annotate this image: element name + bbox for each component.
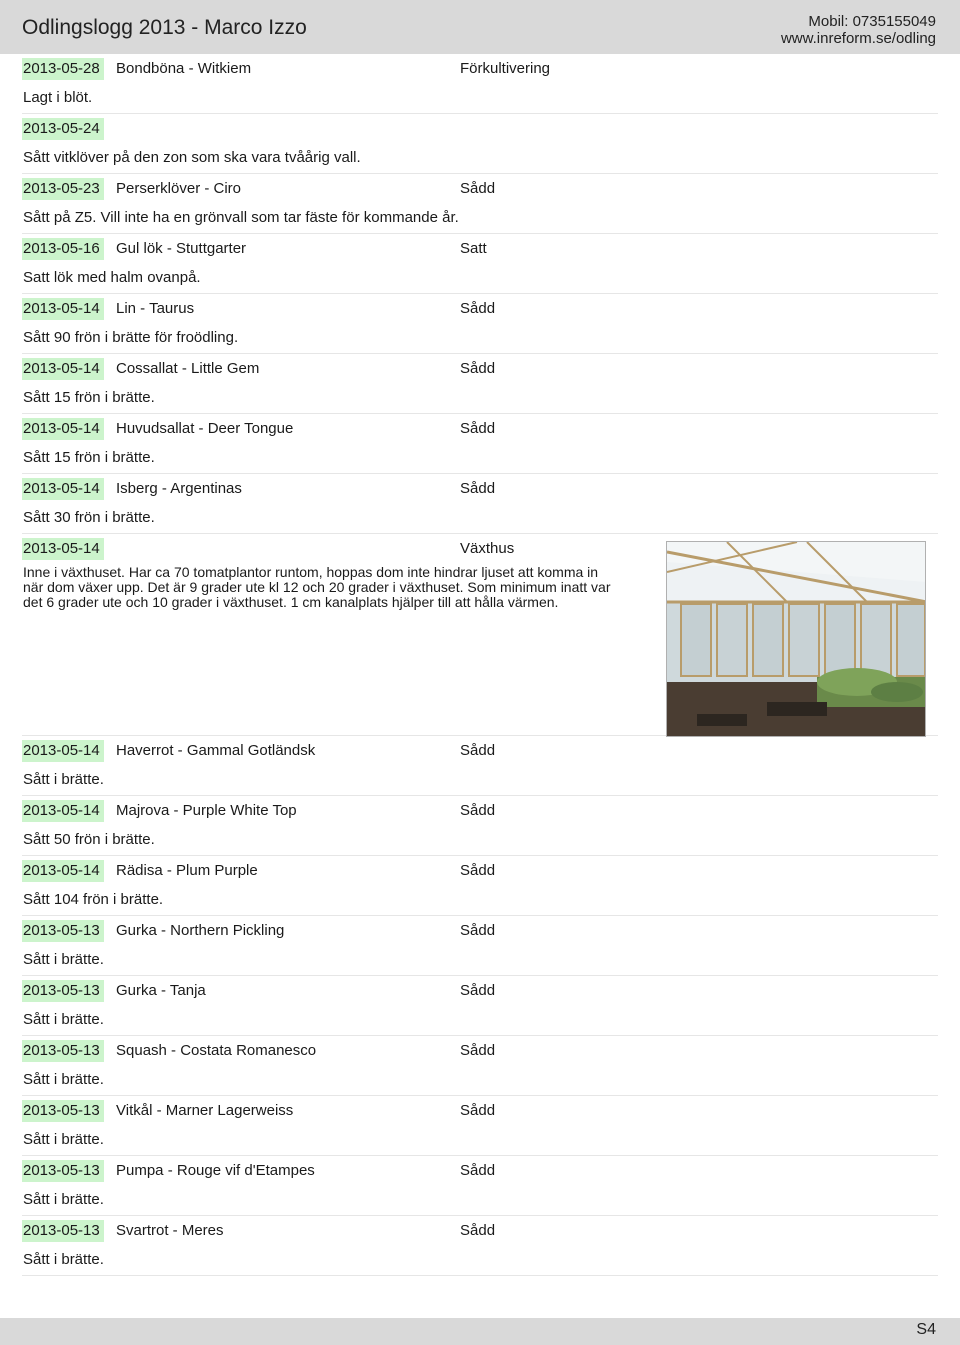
- entry-variety: Gurka - Tanja: [116, 982, 206, 999]
- entry-note: Sått 15 frön i brätte.: [23, 389, 155, 406]
- entry-note: Sått i brätte.: [23, 1191, 104, 1208]
- entry-activity: Sådd: [460, 802, 496, 819]
- document-title: Odlingslogg 2013 - Marco Izzo: [22, 16, 307, 39]
- entry-note: Sått 30 frön i brätte.: [23, 509, 155, 526]
- log-entry: [22, 736, 938, 796]
- entry-activity: Sådd: [460, 742, 496, 759]
- page-number: S4: [916, 1321, 936, 1338]
- entry-activity: Sådd: [460, 360, 496, 377]
- entry-note: Sått 104 frön i brätte.: [23, 891, 164, 908]
- entry-date: 2013-05-28: [22, 58, 104, 80]
- entry-variety: Squash - Costata Romanesco: [116, 1042, 317, 1059]
- log-entry: [22, 796, 938, 856]
- entry-date: 2013-05-14: [22, 800, 104, 822]
- entry-activity: Sådd: [460, 180, 496, 197]
- entry-note: Sått i brätte.: [23, 771, 104, 788]
- entry-activity: Sådd: [460, 1222, 496, 1239]
- entry-date: 2013-05-14: [22, 418, 104, 440]
- log-entry: [22, 354, 938, 414]
- page-header: [0, 0, 960, 54]
- entry-variety: Haverrot - Gammal Gotländsk: [116, 742, 316, 759]
- log-entry: [22, 976, 938, 1036]
- entry-activity: Sådd: [460, 862, 496, 879]
- entry-note: Sått vitklöver på den zon som ska vara tvåårig vall.: [23, 149, 361, 166]
- entry-date: 2013-05-13: [22, 1160, 104, 1182]
- entry-date: 2013-05-14: [22, 478, 104, 500]
- entry-activity: Sådd: [460, 1042, 496, 1059]
- phone-number: Mobil: 0735155049: [808, 13, 936, 30]
- log-entry: [22, 1156, 938, 1216]
- contact-info: [781, 13, 936, 47]
- entry-date: 2013-05-14: [22, 298, 104, 320]
- entry-variety: Isberg - Argentinas: [116, 480, 242, 497]
- entry-note: Lagt i blöt.: [23, 89, 93, 106]
- entry-note: Sått på Z5. Vill inte ha en grönvall som tar fäste för kommande år.: [23, 209, 459, 226]
- entry-note: Sått i brätte.: [23, 1251, 104, 1268]
- entry-note: Sått 15 frön i brätte.: [23, 449, 155, 466]
- log-entry: [22, 414, 938, 474]
- entry-activity: Sådd: [460, 1102, 496, 1119]
- entry-date: 2013-05-23: [22, 178, 104, 200]
- entry-activity: Sådd: [460, 480, 496, 497]
- entry-date: 2013-05-14: [22, 860, 104, 882]
- entry-note: Sått i brätte.: [23, 1011, 104, 1028]
- entry-date: 2013-05-16: [22, 238, 104, 260]
- entry-variety: Bondböna - Witkiem: [116, 60, 252, 77]
- log-entry: [22, 174, 938, 234]
- entry-note: Inne i växthuset. Har ca 70 tomatplantor runtom, hoppas dom inte hindrar ljuset att komma in när dom växer upp. Det är 9 grader ute kl 12 och 20 grader i växthuset. Som minimum inatt var det 6 grader ute och 10 grader i växthuset. 1 cm kanalplats hjälper till att hålla värmen.: [23, 564, 611, 610]
- log-entry: [22, 1096, 938, 1156]
- entry-note: Sått i brätte.: [23, 951, 104, 968]
- entry-variety: Rädisa - Plum Purple: [116, 862, 258, 879]
- entry-note: Sått i brätte.: [23, 1071, 104, 1088]
- log-entry: [22, 1216, 938, 1276]
- entry-activity: Sådd: [460, 300, 496, 317]
- entry-date: 2013-05-13: [22, 980, 104, 1002]
- entry-date: 2013-05-13: [22, 920, 104, 942]
- log-entry: [22, 294, 938, 354]
- greenhouse-photo: [666, 541, 926, 737]
- entry-activity: Förkultivering: [460, 60, 551, 77]
- entry-activity: Sådd: [460, 420, 496, 437]
- entry-note: Sått i brätte.: [23, 1131, 104, 1148]
- entry-variety: Majrova - Purple White Top: [116, 802, 297, 819]
- entry-activity: Sådd: [460, 922, 496, 939]
- log-entry: [22, 54, 938, 114]
- log-entry: [22, 234, 938, 294]
- website-link[interactable]: www.inreform.se/odling: [780, 30, 936, 47]
- entry-activity: Växthus: [460, 540, 515, 557]
- entry-variety: Cossallat - Little Gem: [116, 360, 260, 377]
- entry-note: Sått 50 frön i brätte.: [23, 831, 155, 848]
- entry-variety: Lin - Taurus: [116, 300, 195, 317]
- log-entries: [22, 54, 938, 1276]
- entry-variety: Gul lök - Stuttgarter: [116, 240, 247, 257]
- log-entry: [22, 916, 938, 976]
- entry-variety: Huvudsallat - Deer Tongue: [116, 420, 294, 437]
- entry-date: 2013-05-14: [22, 358, 104, 380]
- entry-variety: Perserklöver - Ciro: [116, 180, 242, 197]
- page-footer: [0, 1318, 960, 1345]
- entry-variety: Gurka - Northern Pickling: [116, 922, 285, 939]
- entry-date: 2013-05-13: [22, 1040, 104, 1062]
- log-entry: [22, 114, 938, 174]
- entry-activity: Sådd: [460, 982, 496, 999]
- entry-date: 2013-05-13: [22, 1220, 104, 1242]
- entry-variety: Svartrot - Meres: [116, 1222, 224, 1239]
- log-entry: [22, 1036, 938, 1096]
- entry-activity: Satt: [460, 240, 487, 257]
- entry-variety: Pumpa - Rouge vif d'Etampes: [116, 1162, 315, 1179]
- log-entry: [22, 856, 938, 916]
- entry-note: Satt lök med halm ovanpå.: [23, 269, 201, 286]
- entry-note: Sått 90 frön i brätte för froödling.: [23, 329, 239, 346]
- entry-date: 2013-05-13: [22, 1100, 104, 1122]
- entry-activity: Sådd: [460, 1162, 496, 1179]
- log-entry: [22, 474, 938, 534]
- entry-variety: Vitkål - Marner Lagerweiss: [116, 1102, 294, 1119]
- entry-date: 2013-05-24: [22, 118, 104, 140]
- entry-date: 2013-05-14: [22, 538, 104, 560]
- entry-date: 2013-05-14: [22, 740, 104, 762]
